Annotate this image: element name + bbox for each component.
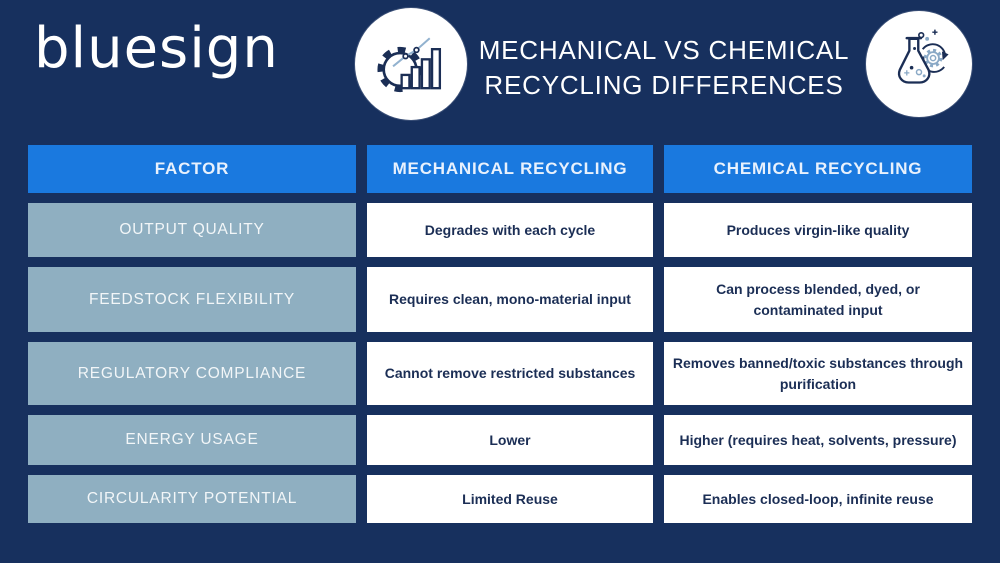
flask-gear-recycle-icon: [882, 27, 956, 101]
mechanical-recycling-badge: [355, 8, 467, 120]
column-header-mechanical: MECHANICAL RECYCLING: [367, 145, 653, 193]
factor-label-circularity-potential: CIRCULARITY POTENTIAL: [28, 475, 356, 523]
comparison-table: [28, 145, 972, 523]
chemical-recycling-badge: [866, 11, 972, 117]
mechanical-value-output-quality: Degrades with each cycle: [367, 203, 653, 257]
factor-label-energy-usage: ENERGY USAGE: [28, 415, 356, 465]
chemical-value-feedstock-flexibility: Can process blended, dyed, or contaminated input: [664, 267, 972, 332]
chemical-value-energy-usage: Higher (requires heat, solvents, pressure): [664, 415, 972, 465]
chemical-value-output-quality: Produces virgin-like quality: [664, 203, 972, 257]
gear-bar-chart-icon: [372, 25, 450, 103]
mechanical-value-circularity-potential: Limited Reuse: [367, 475, 653, 523]
chemical-value-circularity-potential: Enables closed-loop, infinite reuse: [664, 475, 972, 523]
mechanical-value-energy-usage: Lower: [367, 415, 653, 465]
column-header-factor: FACTOR: [28, 145, 356, 193]
factor-label-regulatory-compliance: REGULATORY COMPLIANCE: [28, 342, 356, 405]
chemical-value-regulatory-compliance: Removes banned/toxic substances through purification: [664, 342, 972, 405]
title-line-1: MECHANICAL VS CHEMICAL: [478, 35, 850, 65]
factor-label-output-quality: OUTPUT QUALITY: [28, 203, 356, 257]
mechanical-value-regulatory-compliance: Cannot remove restricted substances: [367, 342, 653, 405]
column-header-chemical: CHEMICAL RECYCLING: [664, 145, 972, 193]
factor-label-feedstock-flexibility: FEEDSTOCK FLEXIBILITY: [28, 267, 356, 332]
mechanical-value-feedstock-flexibility: Requires clean, mono-material input: [367, 267, 653, 332]
title-line-2: RECYCLING DIFFERENCES: [484, 70, 844, 100]
page-title: [475, 33, 853, 103]
bluesign-logo: bluesign: [34, 16, 279, 81]
